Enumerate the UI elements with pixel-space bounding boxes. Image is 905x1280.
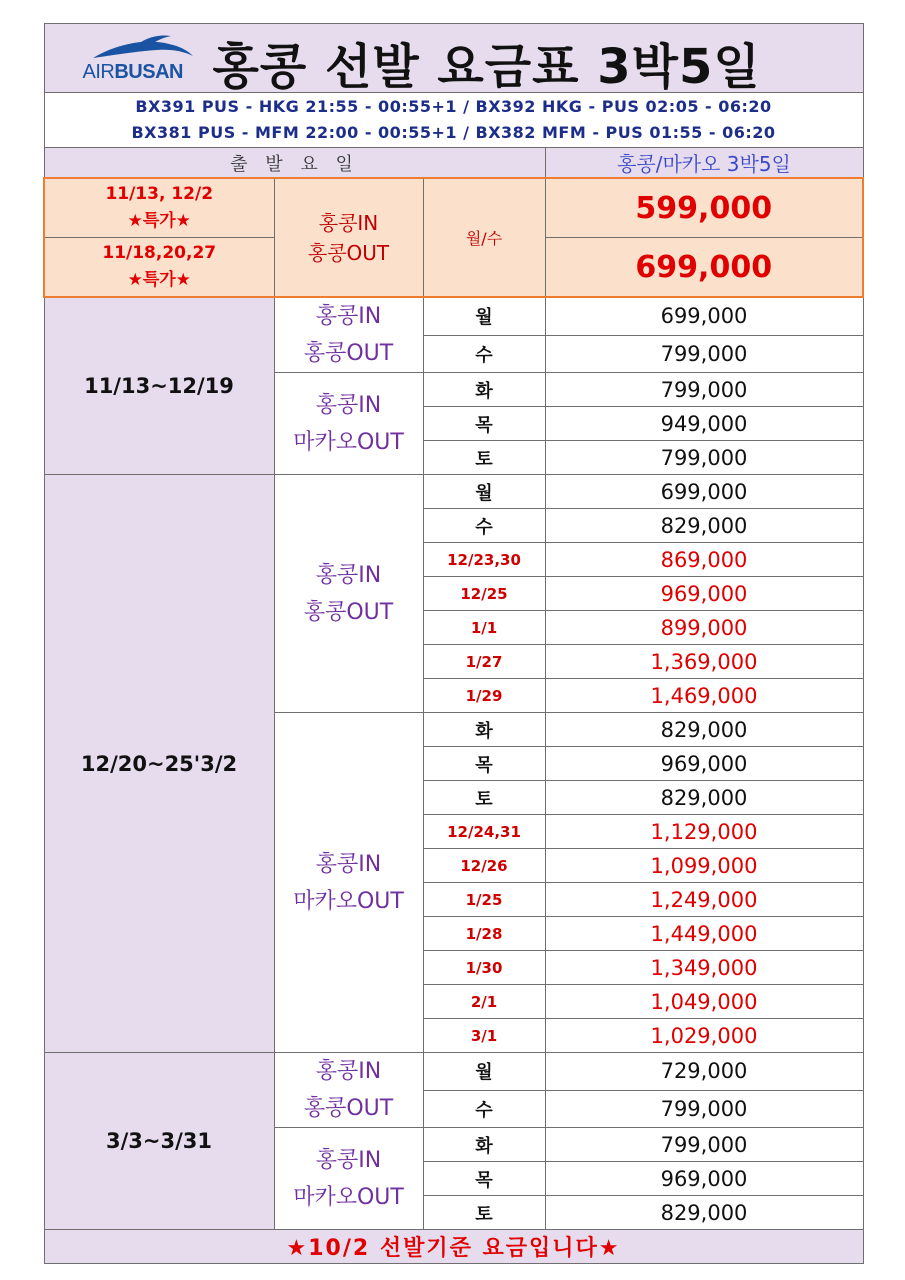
logo-text-bold: BUSAN: [114, 61, 183, 83]
fare-price: 829,000: [660, 717, 748, 742]
fare-price-cell: [545, 645, 863, 679]
fare-price: 869,000: [660, 547, 748, 572]
departure-day: 화: [423, 713, 545, 747]
departure-day: 화: [423, 373, 545, 407]
fare-price: 1,369,000: [650, 649, 758, 674]
fare-price: 1,049,000: [650, 989, 758, 1014]
departure-day: 12/24,31: [423, 815, 545, 849]
route-type: [274, 713, 423, 1053]
special-dates-2: [44, 238, 274, 298]
route-type: [274, 1128, 423, 1230]
departure-day: 목: [423, 407, 545, 441]
departure-day: 월: [423, 1053, 545, 1091]
fare-price: 829,000: [660, 513, 748, 538]
fare-price-cell: [545, 297, 863, 335]
fare-price: 699,000: [660, 304, 748, 329]
fare-price: 829,000: [660, 1200, 748, 1225]
route-type: [274, 373, 423, 475]
route-type-out: 마카오OUT: [293, 1184, 404, 1210]
route-type-out: 홍콩OUT: [303, 341, 394, 366]
route-type-out: 마카오OUT: [293, 429, 404, 455]
flight-schedule: [44, 93, 863, 148]
header-departure-day: 출 발 요 일: [44, 148, 545, 179]
departure-day: 수: [423, 1090, 545, 1128]
fare-price-cell: [545, 407, 863, 441]
fare-price-cell: [545, 1053, 863, 1091]
footer-note: ★10/2 선발기준 요금입니다★: [44, 1230, 863, 1264]
fare-price-cell: [545, 815, 863, 849]
fare-price: 699,000: [660, 479, 748, 504]
special-days: 월/수: [423, 178, 545, 297]
flight-line-mfm: BX381 PUS - MFM 22:00 - 00:55+1 / BX382 MFM - PUS 01:55 - 06:20: [131, 123, 776, 142]
fare-price-cell: [545, 441, 863, 475]
title-banner: [44, 24, 863, 93]
special-dates-text: 11/18,20,27: [102, 243, 217, 263]
departure-day: 1/25: [423, 883, 545, 917]
special-dates-text: 11/13, 12/2: [105, 184, 214, 204]
fare-price-cell: [545, 747, 863, 781]
route-type-in: 홍콩IN: [315, 392, 382, 418]
fare-price-cell: [545, 781, 863, 815]
fare-price: 1,449,000: [650, 921, 758, 946]
fare-price: 729,000: [660, 1059, 748, 1084]
header-product: 홍콩/마카오 3박5일: [545, 148, 863, 179]
special-type: [274, 178, 423, 297]
special-dates-1: [44, 178, 274, 238]
departure-day: 1/1: [423, 611, 545, 645]
route-type: [274, 1053, 423, 1128]
fare-price: 799,000: [660, 1132, 748, 1157]
special-row-1: [44, 178, 863, 238]
departure-day: 12/26: [423, 849, 545, 883]
route-type-out: 마카오OUT: [293, 888, 404, 914]
departure-day: 목: [423, 747, 545, 781]
departure-day: 1/30: [423, 951, 545, 985]
special-price-1: 599,000: [545, 178, 863, 238]
fare-price-cell: [545, 509, 863, 543]
airbusan-logo: [83, 34, 203, 82]
fare-price-cell: [545, 849, 863, 883]
fare-price: 1,469,000: [650, 683, 758, 708]
special-type-out: 홍콩OUT: [307, 240, 390, 265]
date-range: 3/3~3/31: [44, 1053, 274, 1230]
fare-price: 969,000: [660, 751, 748, 776]
route-type-in: 홍콩IN: [315, 304, 382, 329]
departure-day: 수: [423, 335, 545, 372]
departure-day: 3/1: [423, 1019, 545, 1053]
fare-price-cell: [545, 1196, 863, 1230]
departure-day: 12/23,30: [423, 543, 545, 577]
departure-day: 수: [423, 509, 545, 543]
route-type-in: 홍콩IN: [315, 1059, 382, 1084]
departure-day: 토: [423, 781, 545, 815]
fare-price-cell: [545, 679, 863, 713]
departure-day: 2/1: [423, 985, 545, 1019]
fare-price-cell: [545, 883, 863, 917]
departure-day: 1/29: [423, 679, 545, 713]
fare-price-cell: [545, 373, 863, 407]
route-type: [274, 297, 423, 373]
route-type-out: 홍콩OUT: [303, 599, 394, 625]
fare-price-cell: [545, 475, 863, 509]
departure-day: 목: [423, 1162, 545, 1196]
fare-price: 1,029,000: [650, 1023, 758, 1048]
departure-day: 월: [423, 297, 545, 335]
fare-price: 799,000: [660, 445, 748, 470]
fare-price-cell: [545, 1128, 863, 1162]
departure-day: 월: [423, 475, 545, 509]
flight-line-hkg: BX391 PUS - HKG 21:55 - 00:55+1 / BX392 HKG - PUS 02:05 - 06:20: [135, 97, 772, 116]
page-title: 홍콩 선발 요금표 3박5일: [212, 39, 761, 93]
fare-row: [44, 1053, 863, 1091]
special-tag: ★특가★: [127, 211, 191, 231]
fare-price: 969,000: [660, 1166, 748, 1191]
departure-day: 토: [423, 441, 545, 475]
fare-price-cell: [545, 543, 863, 577]
route-type-in: 홍콩IN: [315, 1147, 382, 1173]
fare-price-cell: [545, 1162, 863, 1196]
route-type-in: 홍콩IN: [315, 851, 382, 877]
fare-price: 1,349,000: [650, 955, 758, 980]
fare-price: 799,000: [660, 341, 748, 366]
fare-price: 829,000: [660, 785, 748, 810]
fare-price-cell: [545, 1019, 863, 1053]
fare-price-cell: [545, 951, 863, 985]
fare-row: [44, 475, 863, 509]
fare-table: [43, 23, 864, 1264]
fare-price: 1,099,000: [650, 853, 758, 878]
date-range: 12/20~25'3/2: [44, 475, 274, 1053]
special-price-2: 699,000: [545, 238, 863, 298]
date-range: 11/13~12/19: [44, 297, 274, 475]
route-type: [274, 475, 423, 713]
fare-price: 1,129,000: [650, 819, 758, 844]
departure-day: 1/27: [423, 645, 545, 679]
fare-price-cell: [545, 335, 863, 372]
bird-wing-icon: [91, 34, 195, 64]
fare-price-cell: [545, 917, 863, 951]
fare-price-cell: [545, 611, 863, 645]
route-type-out: 홍콩OUT: [303, 1096, 394, 1121]
fare-row: [44, 297, 863, 335]
fare-price: 949,000: [660, 411, 748, 436]
departure-day: 12/25: [423, 577, 545, 611]
route-type-in: 홍콩IN: [315, 562, 382, 588]
special-tag: ★특가★: [127, 270, 191, 290]
fare-price: 799,000: [660, 377, 748, 402]
logo-text-light: AIR: [82, 61, 115, 83]
departure-day: 화: [423, 1128, 545, 1162]
special-type-in: 홍콩IN: [318, 210, 379, 235]
fare-price-cell: [545, 1090, 863, 1128]
departure-day: 토: [423, 1196, 545, 1230]
fare-table-frame: [43, 23, 862, 1270]
fare-price: 1,249,000: [650, 887, 758, 912]
departure-day: 1/28: [423, 917, 545, 951]
fare-price-cell: [545, 713, 863, 747]
fare-price: 899,000: [660, 615, 748, 640]
fare-price-cell: [545, 985, 863, 1019]
fare-price: 969,000: [660, 581, 748, 606]
fare-price-cell: [545, 577, 863, 611]
fare-price: 799,000: [660, 1096, 748, 1121]
